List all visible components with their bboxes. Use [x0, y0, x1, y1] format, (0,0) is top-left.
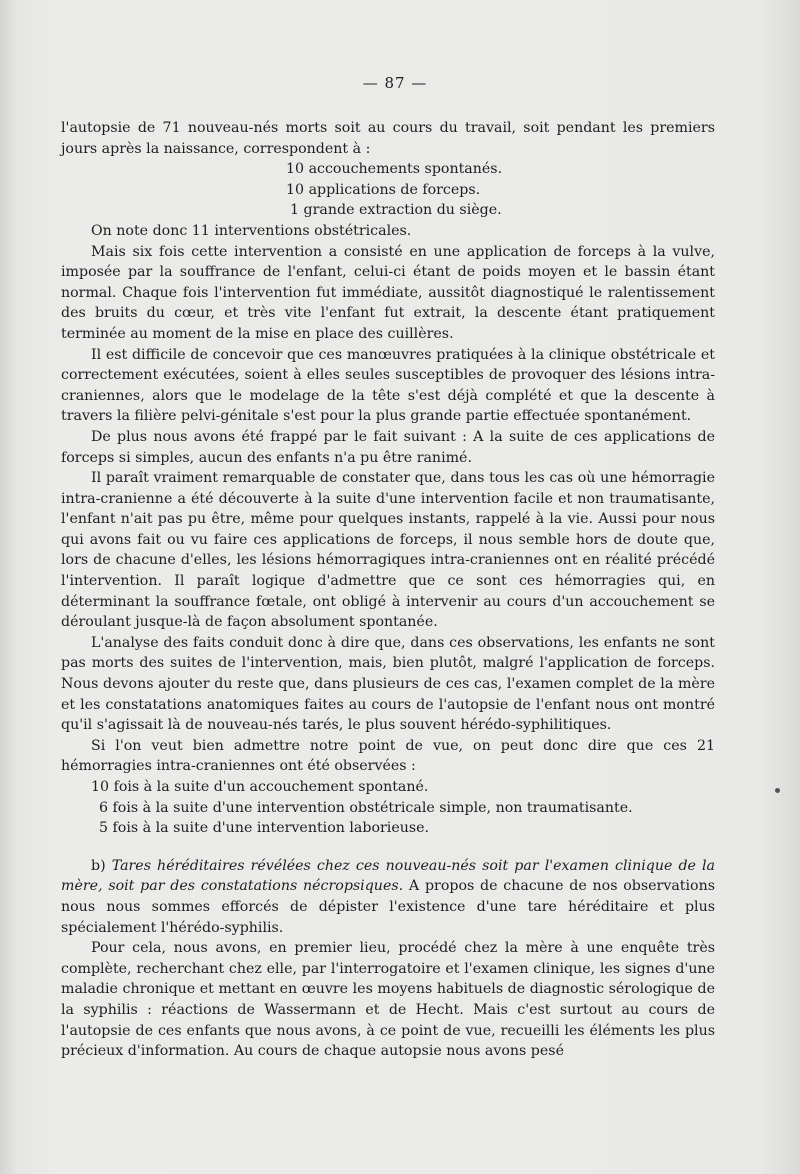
paragraph: De plus nous avons été frappé par le fait suivant : A la suite de ces applications de forceps si simples, aucun des enfants n'a pu être ranimé.	[61, 428, 715, 466]
hemorrhage-list	[61, 777, 715, 839]
paragraph: On note donc 11 interventions obstétricales.	[91, 222, 412, 239]
paragraph-intro: l'autopsie de 71 nouveau-nés morts soit au cours du travail, soit pendant les premiers jours après la naissance, correspondent à :	[61, 120, 715, 157]
delivery-list	[61, 159, 715, 221]
list-item: 10 accouchements spontanés.	[286, 161, 503, 178]
list-item: 6 fois à la suite d'une intervention obstétricale simple, non traumatisante.	[99, 799, 633, 816]
paragraph: Il est difficile de concevoir que ces manœuvres pratiquées à la clinique obstétricale et correctement exécutées, soient à elles seules susceptibles de provoquer des lésions intra-craniennes, alors que le modelage de la tête s'est déjà complété et que la descente à travers la filière pelvi-génitale s'est pour la plus grande partie effectuée spontanément.	[61, 346, 715, 425]
margin-speck	[775, 788, 780, 793]
paragraph: Il paraît vraiment remarquable de constater que, dans tous les cas où une hémorragie intra-cranienne a été découverte à la suite d'une intervention facile et non traumatisante, l'enfant n'ait pas pu être, même pour quelques instants, rappelé à la vie. Aussi pour nous qui avons fait ou vu faire ces applications de forceps, il nous semble hors de doute que, lors de chacune d'elles, les lésions hémorragiques intra-craniennes ont en réalité précédé l'intervention. Il paraît logique d'admettre que ce sont ces hémorragies qui, en déterminant la souffrance fœtale, ont obligé à intervenir au cours d'un accouchement se déroulant jusque-là de façon absolument spontanée.	[61, 470, 715, 631]
list-item: 10 applications de forceps.	[286, 181, 481, 198]
page-body	[61, 118, 715, 1062]
paragraph: Pour cela, nous avons, en premier lieu, procédé chez la mère à une enquête très complète, recherchant chez elle, par l'interrogatoire et l'examen clinique, les signes d'une maladie chronique et mettant en œuvre les moyens habituels de diagnostic sérologique de la syphilis : réactions de Wassermann et de Hecht. Mais c'est surtout au cours de l'autopsie de ces enfants que nous avons, à ce point de vue, recueilli les éléments les plus précieux d'information. Au cours de chaque autopsie nous avons pesé	[61, 940, 715, 1060]
paragraph: Mais six fois cette intervention a consisté en une application de forceps à la vulve, imposée par la souffrance de l'enfant, celui-ci étant de poids moyen et le bassin étant normal. Chaque fois l'intervention fut immédiate, aussitôt diagnostiqué le ralentissement des bruits du cœur, et très vite l'enfant fut extrait, la descente étant pratiquement terminée au moment de la mise en place des cuillères.	[61, 243, 715, 342]
paragraph: Si l'on veut bien admettre notre point de vue, on peut donc dire que ces 21 hémorragies intra-craniennes ont été observées :	[61, 737, 715, 775]
list-item: 10 fois à la suite d'un accouchement spontané.	[91, 779, 429, 795]
section-b-prefix: b)	[91, 857, 112, 874]
list-item: 5 fois à la suite d'une intervention laborieuse.	[99, 820, 430, 837]
paragraph: L'analyse des faits conduit donc à dire que, dans ces observations, les enfants ne sont pas morts des suites de l'intervention, mais, bien plutôt, malgré l'application de forceps. Nous devons ajouter du reste que, dans plusieurs de ces cas, l'examen complet de la mère et les constatations anatomiques faites au cours de l'autopsie de l'enfant nous ont montré qu'il s'agissait là de nouveau-nés tarés, le plus souvent hérédo-syphilitiques.	[61, 634, 715, 734]
list-item: 1 grande extraction du siège.	[290, 202, 502, 219]
section-b-paragraph	[61, 856, 715, 938]
page-number: — 87 —	[362, 74, 428, 92]
spacer	[61, 839, 715, 856]
section-b-title: Tares héréditaires révélées chez ces nouveau-nés soit par l'examen clinique de la mère, soit par des constatations nécropsiques.	[61, 857, 715, 895]
section-b-text: A propos de chacune de nos observations nous nous sommes efforcés de dépister l'existence d'une tare héréditaire et plus spécialement l'hérédo-syphilis.	[61, 878, 716, 936]
